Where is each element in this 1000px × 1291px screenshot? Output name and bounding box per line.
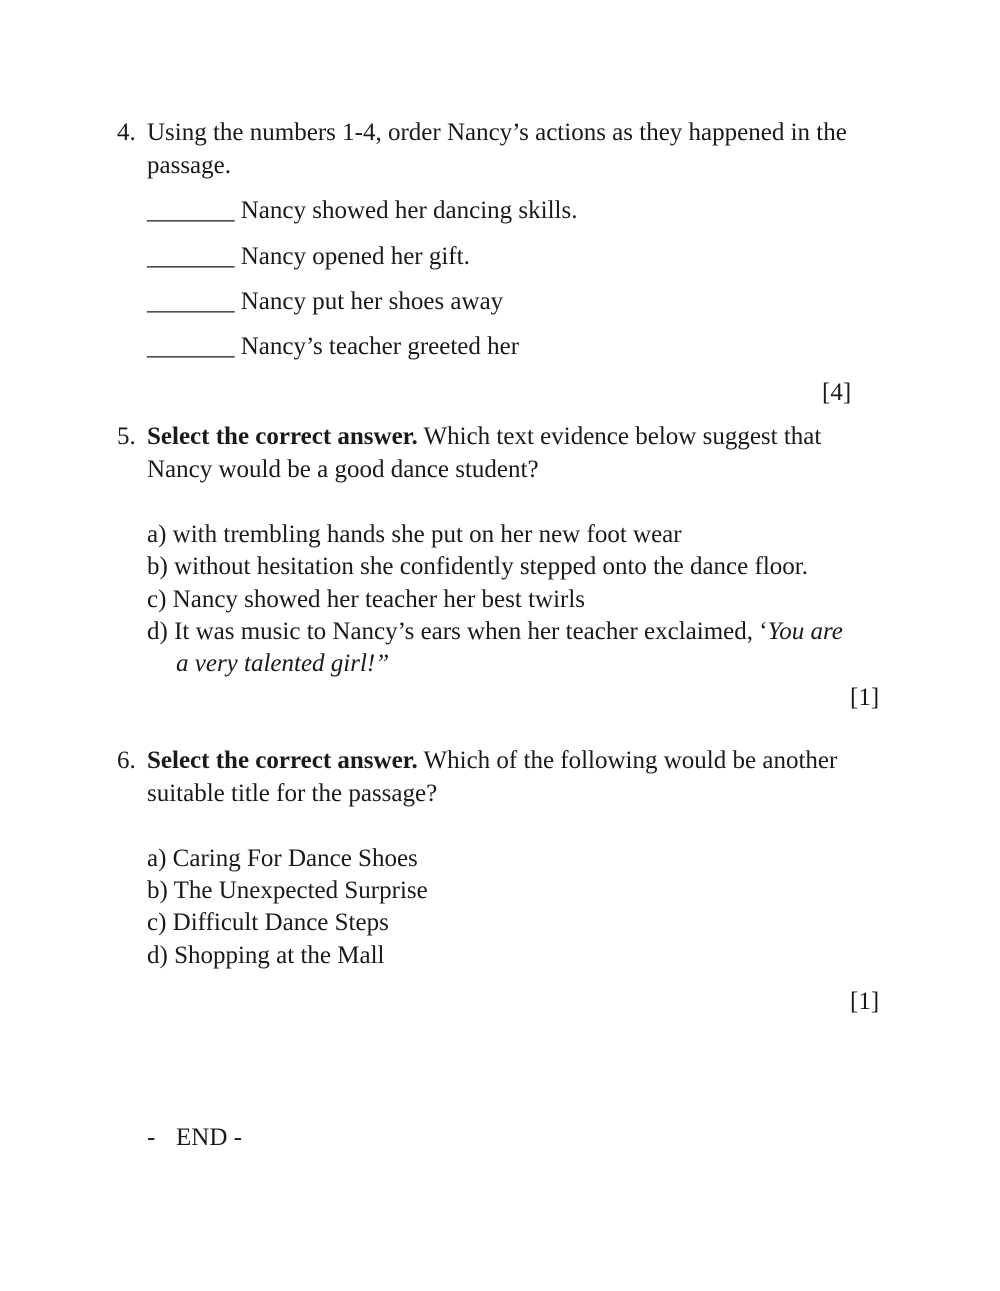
q5-option-a[interactable] [147,519,682,551]
q6-prompt-line1 [147,745,837,777]
q4-number: 4. [117,119,136,146]
q5-question: Which text evidence below suggest that [417,423,822,450]
q6-question: Which of the following would be another [417,747,838,774]
option-letter: d) [147,942,168,969]
item-text: Nancy opened her gift. [240,243,470,270]
q6-marks: [1] [850,988,880,1015]
option-text: Shopping at the Mall [174,942,385,969]
q4-item-1 [147,195,577,227]
option-letter: c) [147,909,167,936]
option-letter: b) [147,553,168,580]
answer-blank[interactable]: _______ [147,288,235,315]
option-letter: c) [147,586,167,613]
option-letter: d) [147,618,168,645]
q4-item-3 [147,286,503,318]
option-text: with trembling hands she put on her new foot wear [172,521,682,548]
option-letter: b) [147,877,168,904]
q6-option-d[interactable] [147,940,384,972]
q4-prompt-line2: passage. [147,152,231,179]
q6-option-b[interactable] [147,875,428,907]
q5-option-d[interactable] [147,616,843,648]
option-text: without hesitation she confidently stepped onto the dance floor. [174,553,808,580]
q5-marks: [1] [850,684,880,711]
q6-option-a[interactable] [147,843,418,875]
q5-option-d-line2: a very talented girl!” [176,650,390,677]
option-letter: a) [147,845,167,872]
option-letter: a) [147,521,167,548]
q4-item-4 [147,331,519,363]
q4-marks: [4] [822,379,852,406]
option-text: Nancy showed her teacher her best twirls [172,586,586,613]
option-text: Difficult Dance Steps [172,909,389,936]
answer-blank[interactable]: _______ [147,243,235,270]
answer-blank[interactable]: _______ [147,333,235,360]
q5-option-c[interactable] [147,584,585,616]
q6-option-c[interactable] [147,907,389,939]
option-text: It was music to Nancy’s ears when her teacher exclaimed, ‘You are [174,618,843,645]
option-text: Caring For Dance Shoes [172,845,418,872]
q4-item-2 [147,241,470,273]
option-text: The Unexpected Surprise [173,877,428,904]
q5-number: 5. [117,423,136,450]
q5-prompt-line2: Nancy would be a good dance student? [147,456,539,483]
q5-option-b[interactable] [147,551,808,583]
q5-prompt-line1 [147,421,821,453]
end-marker: END - [176,1124,242,1151]
q6-number: 6. [117,747,136,774]
q5-instruction: Select the correct answer. [147,423,418,450]
q4-prompt-line1: Using the numbers 1-4, order Nancy’s actions as they happened in the [147,119,847,146]
item-text: Nancy put her shoes away [240,288,504,315]
item-text: Nancy’s teacher greeted her [240,333,520,360]
q6-prompt-line2: suitable title for the passage? [147,780,438,807]
q6-instruction: Select the correct answer. [147,747,418,774]
item-text: Nancy showed her dancing skills. [240,197,578,224]
end-dash: - [147,1124,156,1151]
answer-blank[interactable]: _______ [147,197,235,224]
